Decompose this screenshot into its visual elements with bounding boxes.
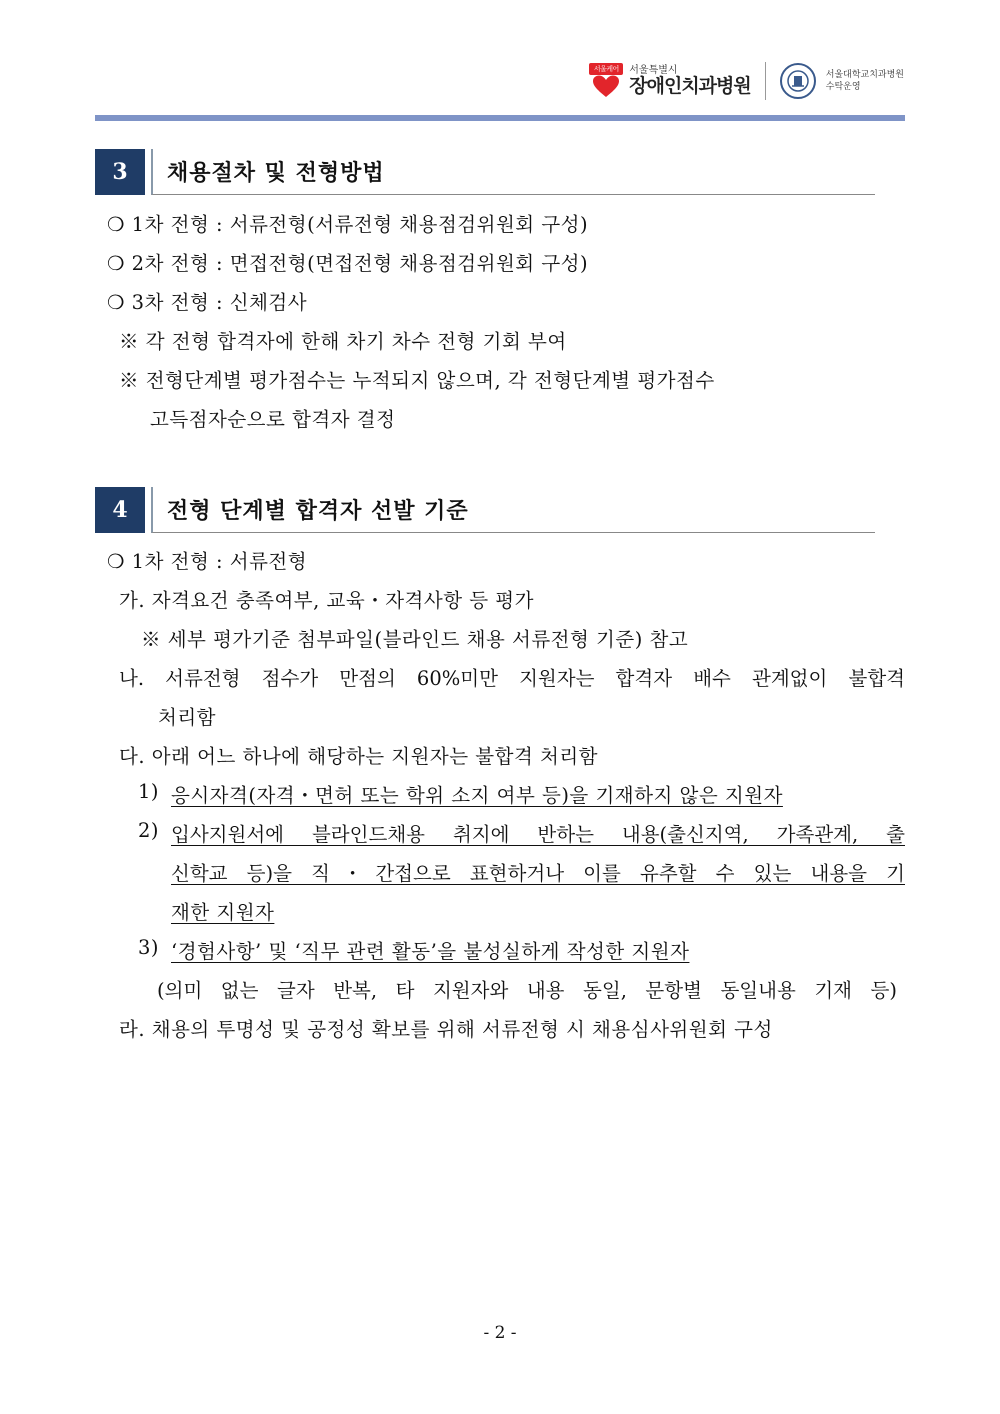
- list-item: ❍ 2차 전형 : 면접전형(면접전형 채용점검위원회 구성): [107, 252, 589, 275]
- section-title: 채용절차 및 전형방법: [151, 149, 875, 195]
- parenthetical-note: (의미 없는 글자 반복, 타 지원자와 내용 동일, 문항별 동일내용 기재 등): [157, 979, 897, 1002]
- sub-item: 다. 아래 어느 하나에 해당하는 지원자는 불합격 처리함: [119, 745, 599, 768]
- section-title: 전형 단계별 합격자 선발 기준: [151, 487, 875, 533]
- hospital-logo: [589, 63, 750, 99]
- note-item: ※ 세부 평가기준 첨부파일(블라인드 채용 서류전형 기준) 참고: [141, 628, 689, 651]
- heart-logo-icon: [589, 63, 623, 99]
- note-item: ※ 각 전형 합격자에 한해 차기 차수 전형 기회 부여: [119, 330, 567, 353]
- partner-line2: 수탁운영: [825, 82, 861, 92]
- badge-text: 서울케어: [589, 63, 623, 75]
- note-item-cont: 고득점자순으로 합격자 결정: [150, 408, 396, 431]
- snu-seal-icon: [780, 63, 816, 99]
- numbered-item-text: 신학교 등)을 직・간접으로 표현하거나 이를 유추할 수 있는 내용을 기: [171, 862, 905, 885]
- sub-item: 가. 자격요건 충족여부, 교육・자격사항 등 평가: [119, 589, 534, 612]
- section-number: 4: [95, 487, 145, 533]
- note-item: ※ 전형단계별 평가점수는 누적되지 않으며, 각 전형단계별 평가점수: [119, 369, 715, 392]
- numbered-item-text: 응시자격(자격・면허 또는 학위 소지 여부 등)을 기재하지 않은 지원자: [171, 784, 783, 807]
- section-number: 3: [95, 149, 145, 195]
- numbered-item-text: 입사지원서에 블라인드채용 취지에 반하는 내용(출신지역, 가족관계, 출: [171, 823, 905, 846]
- section-3-heading: [95, 149, 875, 195]
- partner-line1: 서울대학교치과병원: [825, 69, 904, 80]
- numbered-item-text: 재한 지원자: [171, 901, 275, 924]
- sub-item: 라. 채용의 투명성 및 공정성 확보를 위해 서류전형 시 채용심사위원회 구성: [119, 1018, 773, 1041]
- list-item: ❍ 1차 전형 : 서류전형(서류전형 채용점검위원회 구성): [107, 213, 589, 236]
- numbered-item-text: ‘경험사항’ 및 ‘직무 관련 활동’을 불성실하게 작성한 지원자: [171, 940, 690, 963]
- numbered-item-number: 3): [138, 936, 160, 959]
- sub-item-cont: 처리함: [158, 706, 217, 729]
- numbered-item-number: 1): [138, 780, 160, 803]
- header-logos: [589, 62, 904, 100]
- org-small: 서울특별시: [629, 65, 678, 77]
- sub-item: 나. 서류전형 점수가 만점의 60%미만 지원자는 합격자 배수 관계없이 불합격: [119, 667, 905, 690]
- list-item: ❍ 1차 전형 : 서류전형: [107, 550, 308, 573]
- top-rule: [95, 115, 905, 121]
- org-big: 장애인치과병원: [629, 75, 751, 98]
- page-number: - 2 -: [483, 1323, 517, 1343]
- list-item: ❍ 3차 전형 : 신체검사: [107, 291, 308, 314]
- section-4-heading: [95, 487, 875, 533]
- numbered-item-number: 2): [138, 819, 160, 842]
- logo-divider: [765, 62, 766, 100]
